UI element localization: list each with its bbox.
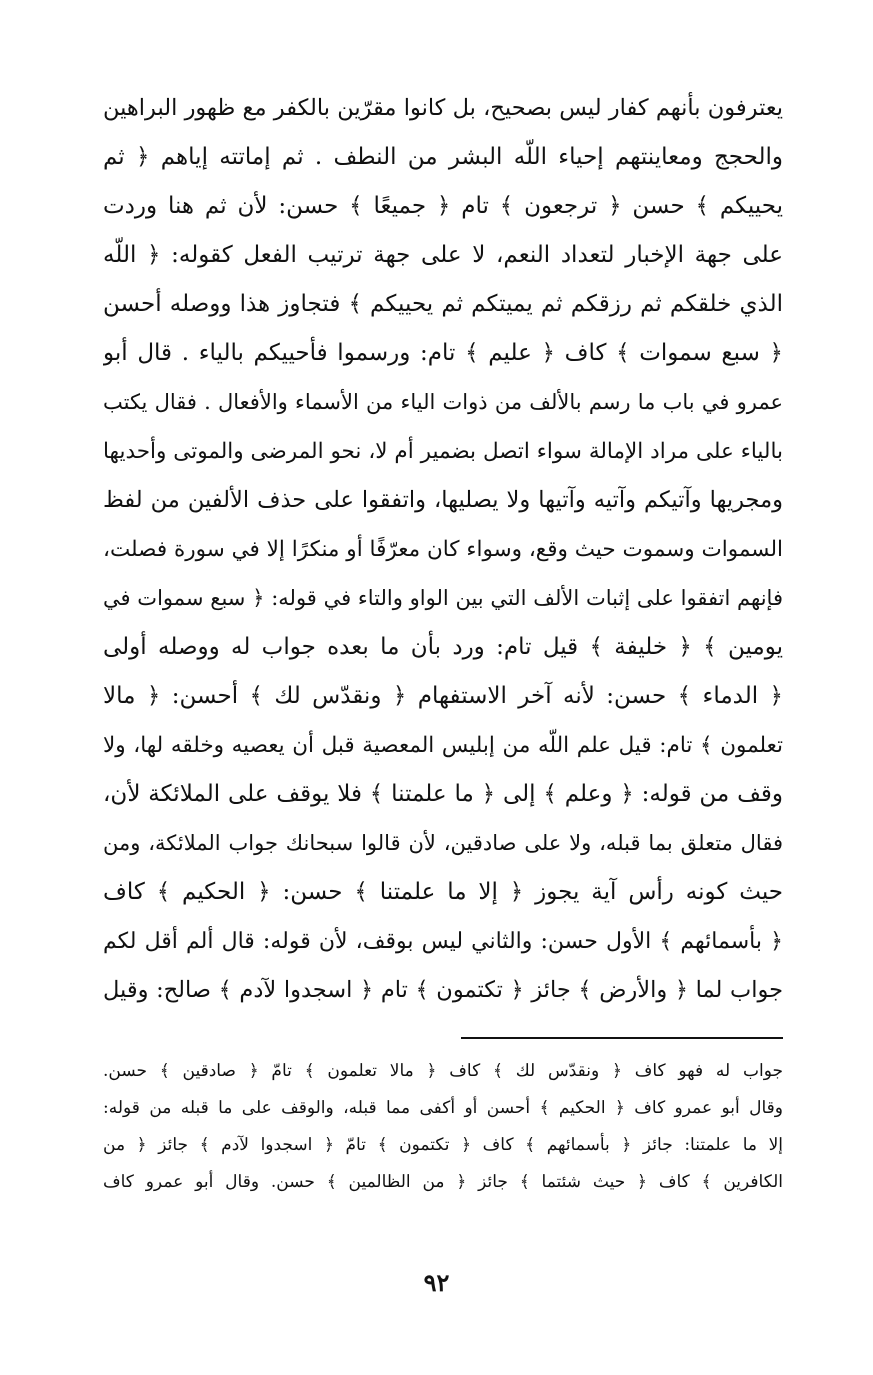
footnote-separator [461, 1037, 783, 1039]
text-line: ﴿ بأسمائهم ﴾ الأول حسن: والثاني ليس بوقف، لأن قوله: قال ألم أقل لكم [103, 929, 783, 954]
text-line: تعلمون ﴾ تام: قيل علم اللّه من إبليس المعصية قبل أن يعصيه وخلقه لها، ولا [103, 733, 783, 758]
footnotes [103, 1053, 783, 1201]
text-line: ومجريها وآتيكم وآتيه وآتيها ولا يصليها، واتفقوا على حذف الألفين من لفظ [103, 487, 783, 513]
text-line: على جهة الإخبار لتعداد النعم، لا على جهة ترتيب الفعل كقوله: ﴿ اللّه [103, 242, 783, 268]
text-line: والحجج ومعاينتهم إحياء اللّه البشر من النطف . ثم إماتته إياهم ﴿ ثم [103, 144, 783, 170]
text-line: الذي خلقكم ثم رزقكم ثم يميتكم ثم يحييكم ﴾ فتجاوز هذا ووصله أحسن [103, 291, 783, 317]
text-line: وقف من قوله: ﴿ وعلم ﴾ إلى ﴿ ما علمتنا ﴾ فلا يوقف على الملائكة لأن، [103, 781, 783, 807]
text-line: حيث كونه رأس آية يجوز ﴿ إلا ما علمتنا ﴾ حسن: ﴿ الحكيم ﴾ كاف [103, 879, 783, 905]
text-line: فإنهم اتفقوا على إثبات الألف التي بين الواو والتاء في قوله: ﴿ سبع سموات في [103, 586, 783, 610]
text-line: ﴿ سبع سموات ﴾ كاف ﴿ عليم ﴾ تام: ورسموا فأحييكم بالياء . قال أبو [103, 340, 783, 366]
text-line: جواب لما ﴿ والأرض ﴾ جائز ﴿ تكتمون ﴾ تام ﴿ اسجدوا لآدم ﴾ صالح: وقيل [103, 977, 783, 1003]
text-line: السموات وسموت حيث وقع، وسواء كان معرّفًا أو منكرًا إلا في سورة فصلت، [103, 537, 783, 562]
main-text [103, 84, 783, 1015]
footnote-line: إلا ما علمتنا: جائز ﴿ بأسمائهم ﴾ كاف ﴿ تكتمون ﴾ تامّ ﴿ اسجدوا لآدم ﴾ جائز ﴿ من [103, 1135, 783, 1155]
text-line: ﴿ الدماء ﴾ حسن: لأنه آخر الاستفهام ﴿ ونقدّس لك ﴾ أحسن: ﴿ مالا [103, 683, 783, 709]
footnote-line: وقال أبو عمرو كاف ﴿ الحكيم ﴾ أحسن أو أكفى مما قبله، والوقف على ما قبله من قوله: [103, 1098, 783, 1118]
text-line: عمرو في باب ما رسم بالألف من ذوات الياء من الأسماء والأفعال . فقال يكتب [103, 390, 783, 414]
text-line: يحييكم ﴾ حسن ﴿ ترجعون ﴾ تام ﴿ جميعًا ﴾ حسن: لأن ثم هنا وردت [103, 193, 783, 219]
text-line: بالياء على مراد الإمالة سواء اتصل بضمير أم لا، نحو المرضى والموتى وأحديها [103, 439, 783, 464]
text-line: فقال متعلق بما قبله، ولا على صادقين، لأن قالوا سبحانك جواب الملائكة، ومن [103, 831, 783, 855]
footnote-line: جواب له فهو كاف ﴿ ونقدّس لك ﴾ كاف ﴿ مالا تعلمون ﴾ تامّ ﴿ صادقين ﴾ حسن. [103, 1061, 783, 1081]
page-number: ٩٢ [423, 1268, 450, 1297]
text-line: يومين ﴾ ﴿ خليفة ﴾ قيل تام: ورد بأن ما بعده جواب له ووصله أولى [103, 634, 783, 660]
text-line: يعترفون بأنهم كفار ليس بصحيح، بل كانوا مقرّين بالكفر مع ظهور البراهين [103, 95, 783, 121]
footnote-line: الكافرين ﴾ كاف ﴿ حيث شئتما ﴾ جائز ﴿ من الظالمين ﴾ حسن. وقال أبو عمرو كاف [103, 1172, 783, 1192]
